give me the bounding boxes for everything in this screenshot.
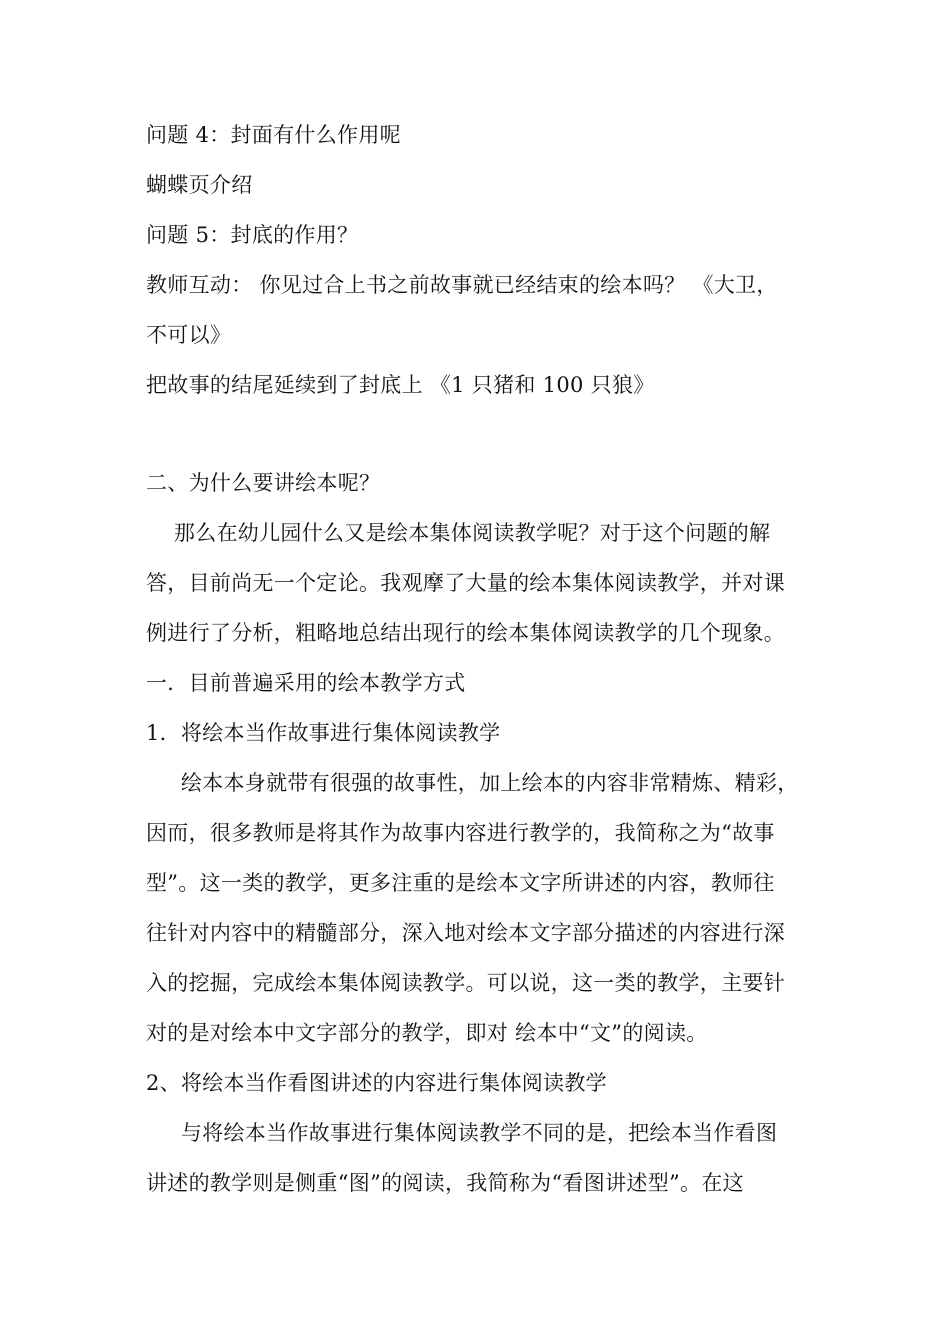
text-line: 问题 5：封底的作用？ [146, 223, 359, 247]
paragraph-line: 答，目前尚无一个定论。我观摩了大量的绘本集体阅读教学，并对课 [146, 571, 785, 595]
subheading: 2、将绘本当作看图讲述的内容进行集体阅读教学 [146, 1071, 607, 1095]
paragraph-line: 讲述的教学则是侧重“图”的阅读，我简称为“看图讲述型”。在这 [146, 1171, 744, 1195]
paragraph-line: 因而，很多教师是将其作为故事内容进行教学的，我简称之为“故事 [146, 821, 775, 845]
subheading: 1．将绘本当作故事进行集体阅读教学 [146, 721, 501, 745]
paragraph-line: 往针对内容中的精髓部分，深入地对绘本文字部分描述的内容进行深 [146, 921, 785, 945]
paragraph-line: 型”。这一类的教学，更多注重的是绘本文字所讲述的内容，教师往 [146, 871, 775, 895]
paragraph-line: 与将绘本当作故事进行集体阅读教学不同的是，把绘本当作看图 [146, 1121, 778, 1145]
text-line: 问题 4：封面有什么作用呢 [146, 123, 401, 147]
subheading: 一．目前普遍采用的绘本教学方式 [146, 671, 466, 695]
text-line: 不可以》 [146, 323, 232, 347]
text-line: 把故事的结尾延续到了封底上 《1 只猪和 100 只狼》 [146, 373, 655, 397]
paragraph-line: 对的是对绘本中文字部分的教学，即对 绘本中“文”的阅读。 [146, 1021, 708, 1045]
section-heading: 二、为什么要讲绘本呢？ [146, 471, 381, 495]
text-line: 教师互动： 你见过合上书之前故事就已经结束的绘本吗？ 《大卫， [146, 273, 778, 297]
paragraph-line: 例进行了分析，粗略地总结出现行的绘本集体阅读教学的几个现象。 [146, 621, 785, 645]
paragraph-line: 入的挖掘，完成绘本集体阅读教学。可以说，这一类的教学，主要针 [146, 971, 785, 995]
text-line: 蝴蝶页介绍 [146, 173, 253, 197]
paragraph-line: 绘本本身就带有很强的故事性，加上绘本的内容非常精炼、精彩， [146, 771, 799, 795]
paragraph-line: 那么在幼儿园什么又是绘本集体阅读教学呢？对于这个问题的解 [146, 521, 771, 545]
